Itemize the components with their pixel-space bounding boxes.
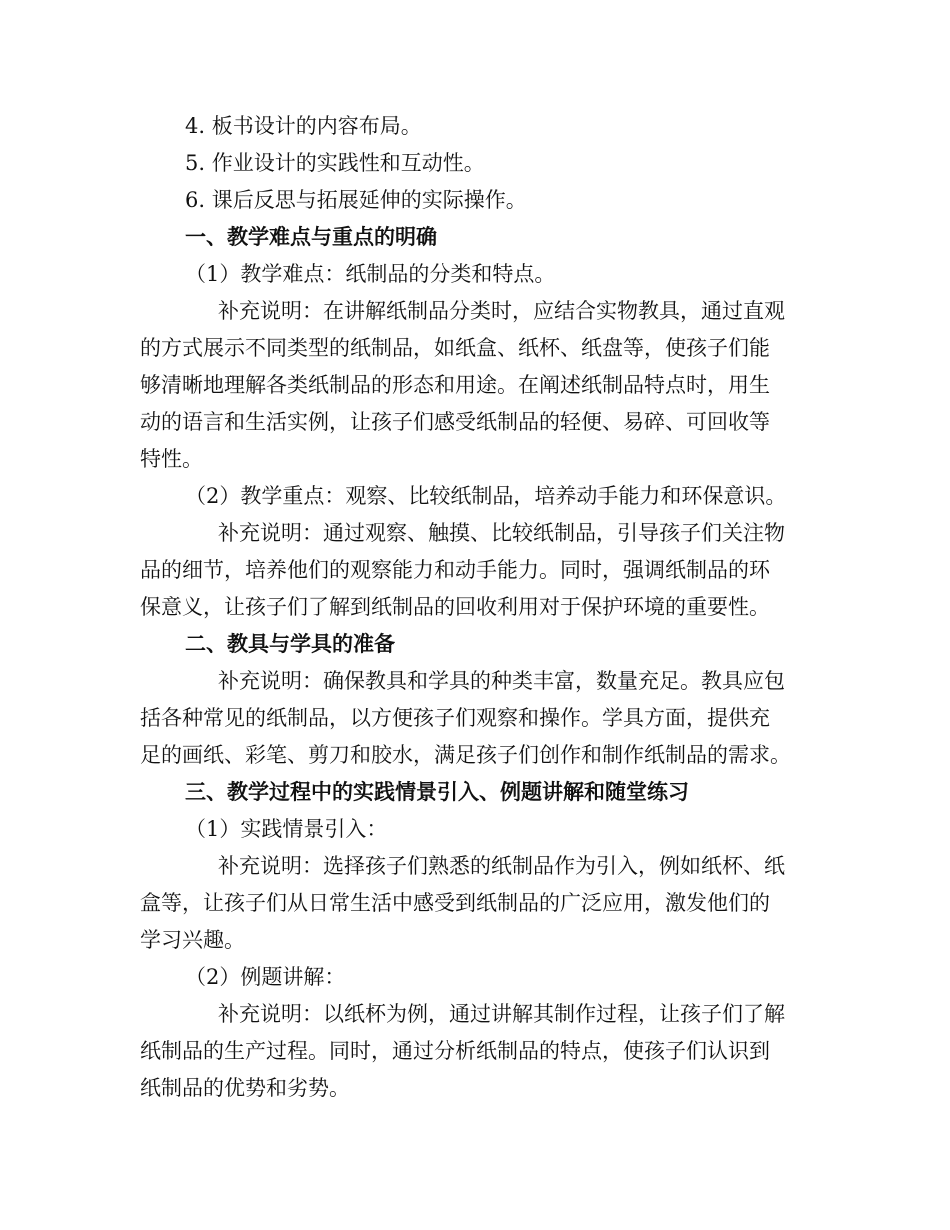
section-heading-2: 二、教具与学具的准备	[185, 632, 395, 656]
paragraph-line: 够清晰地理解各类纸制品的形态和用途。在阐述纸制品特点时，用生	[140, 373, 770, 397]
paragraph-line: 补充说明：以纸杯为例，通过讲解其制作过程，让孩子们了解	[218, 1002, 785, 1026]
paragraph-line: 纸制品的生产过程。同时，通过分析纸制品的特点，使孩子们认识到	[140, 1039, 770, 1063]
paragraph-line: 补充说明：选择孩子们熟悉的纸制品作为引入，例如纸杯、纸	[218, 854, 785, 878]
list-item-4: 4. 板书设计的内容布局。	[185, 114, 422, 138]
list-item-5: 5. 作业设计的实践性和互动性。	[185, 151, 485, 175]
paragraph-line: 补充说明：在讲解纸制品分类时，应结合实物教具，通过直观	[218, 299, 785, 323]
paragraph-line: 盒等，让孩子们从日常生活中感受到纸制品的广泛应用，激发他们的	[140, 891, 770, 915]
paragraph-line: 保意义，让孩子们了解到纸制品的回收利用对于保护环境的重要性。	[140, 595, 770, 619]
section-heading-1: 一、教学难点与重点的明确	[185, 225, 437, 249]
paragraph-line: 特性。	[140, 447, 203, 471]
paragraph-line: 学习兴趣。	[140, 928, 245, 952]
paragraph-line: 括各种常见的纸制品，以方便孩子们观察和操作。学具方面，提供充	[140, 706, 770, 730]
paragraph-line: 纸制品的优势和劣势。	[140, 1076, 350, 1100]
subsection-title-difficulty: （1）教学难点：纸制品的分类和特点。	[185, 262, 556, 286]
subsection-title-intro: （1）实践情景引入：	[185, 817, 388, 841]
paragraph-line: 补充说明：确保教具和学具的种类丰富，数量充足。教具应包	[218, 669, 785, 693]
paragraph-line: 品的细节，培养他们的观察能力和动手能力。同时，强调纸制品的环	[140, 558, 770, 582]
section-heading-3: 三、教学过程中的实践情景引入、例题讲解和随堂练习	[185, 780, 689, 804]
paragraph-line: 动的语言和生活实例，让孩子们感受纸制品的轻便、易碎、可回收等	[140, 410, 770, 434]
paragraph-line: 的方式展示不同类型的纸制品，如纸盒、纸杯、纸盘等，使孩子们能	[140, 336, 770, 360]
subsection-title-example: （2）例题讲解：	[185, 965, 346, 989]
subsection-title-focus: （2）教学重点：观察、比较纸制品，培养动手能力和环保意识。	[185, 484, 787, 508]
paragraph-line: 补充说明：通过观察、触摸、比较纸制品，引导孩子们关注物	[218, 521, 785, 545]
list-item-6: 6. 课后反思与拓展延伸的实际操作。	[185, 188, 527, 212]
paragraph-line: 足的画纸、彩笔、剪刀和胶水，满足孩子们创作和制作纸制品的需求。	[140, 743, 791, 767]
